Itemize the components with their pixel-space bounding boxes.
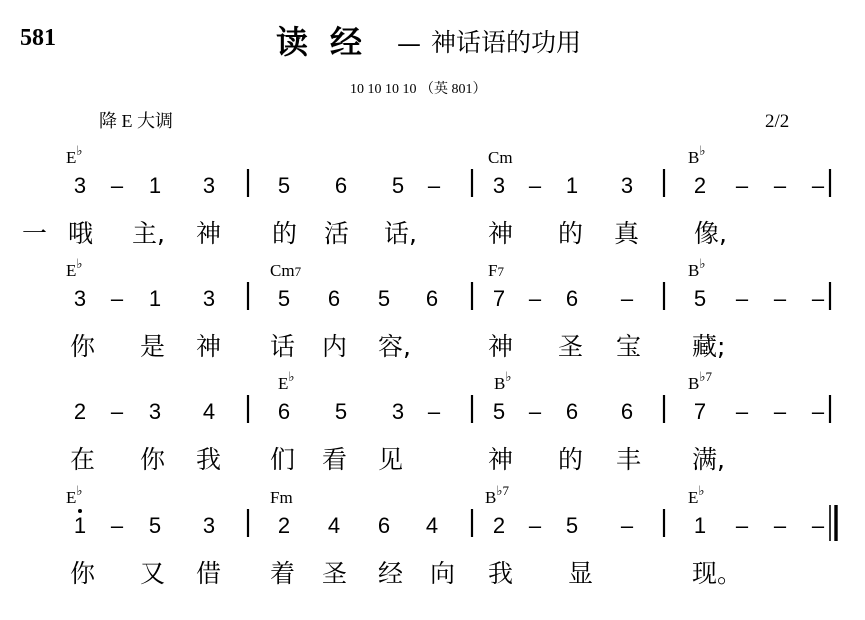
- meter-line: 10 10 10 10 （英 801）: [350, 82, 487, 97]
- note: 5: [334, 399, 348, 424]
- note: 6: [565, 399, 579, 424]
- chord-symbol: E♭: [688, 483, 705, 507]
- sustain-dash: –: [110, 513, 124, 538]
- sustain-dash: –: [735, 286, 749, 311]
- lyric-syllable: 神: [488, 332, 514, 361]
- lyric-syllable: 借: [196, 559, 222, 588]
- sustain-dash: –: [735, 399, 749, 424]
- chord-symbol: $B^{♭7}$: [688, 369, 712, 393]
- lyric-syllable: 满,: [692, 445, 725, 474]
- lyric-syllable: 像,: [694, 219, 727, 248]
- note: 5: [492, 399, 506, 424]
- note: 2: [277, 513, 291, 538]
- lyric-syllable: 丰: [616, 445, 642, 474]
- note: 5: [377, 286, 391, 311]
- lyric-syllable: 一: [22, 219, 48, 248]
- note: 6: [425, 286, 439, 311]
- sustain-dash: –: [528, 513, 542, 538]
- lyric-syllable: 向: [430, 559, 456, 588]
- sustain-dash: –: [811, 399, 825, 424]
- sustain-dash: –: [811, 286, 825, 311]
- lyric-syllable: 神: [196, 219, 222, 248]
- note: 2: [73, 399, 87, 424]
- note: 5: [277, 286, 291, 311]
- lyric-syllable: 们: [270, 445, 296, 474]
- note: 3: [73, 173, 87, 198]
- note: 4: [202, 399, 216, 424]
- sustain-dash: –: [110, 399, 124, 424]
- chord-symbol: E♭: [66, 256, 83, 280]
- note: 6: [620, 399, 634, 424]
- sustain-dash: –: [735, 513, 749, 538]
- title-dash: —: [397, 30, 421, 58]
- lyric-syllable: 圣: [558, 332, 584, 361]
- sustain-dash: –: [773, 513, 787, 538]
- lyric-syllable: 是: [140, 332, 166, 361]
- sustain-dash: –: [427, 399, 441, 424]
- lyric-syllable: 你: [70, 332, 96, 361]
- note: 3: [202, 173, 216, 198]
- note: 3: [148, 399, 162, 424]
- note: 1: [73, 513, 87, 538]
- hymn-title: 读经: [276, 23, 385, 61]
- sustain-dash: –: [773, 173, 787, 198]
- note: 5: [277, 173, 291, 198]
- lyric-syllable: 神: [488, 445, 514, 474]
- note: 6: [327, 286, 341, 311]
- chord-symbol: Cm: [488, 148, 513, 167]
- note: 3: [620, 173, 634, 198]
- lyric-syllable: 着: [270, 559, 296, 588]
- note: 3: [202, 513, 216, 538]
- chord-symbol: E♭: [66, 143, 83, 167]
- lyric-syllable: 你: [140, 445, 166, 474]
- lyric-syllable: 见: [378, 445, 404, 474]
- sustain-dash: –: [528, 399, 542, 424]
- key-signature: 降 E 大调: [99, 111, 173, 131]
- lyric-syllable: 我: [196, 445, 222, 474]
- time-signature: 2/2: [765, 111, 790, 132]
- chord-symbol: F7: [488, 261, 504, 280]
- lyric-syllable: 哦: [68, 219, 94, 248]
- lyric-syllable: 真: [614, 219, 640, 248]
- note: 4: [327, 513, 341, 538]
- octave-dot: [78, 509, 82, 513]
- note: 2: [693, 173, 707, 198]
- sustain-dash: –: [811, 513, 825, 538]
- lyric-syllable: 显: [568, 559, 594, 588]
- lyric-syllable: 的: [558, 445, 584, 474]
- note: 1: [148, 173, 162, 198]
- note: 6: [277, 399, 291, 424]
- sustain-dash: –: [528, 286, 542, 311]
- note: 5: [693, 286, 707, 311]
- note: 4: [425, 513, 439, 538]
- note: 5: [391, 173, 405, 198]
- sustain-dash: –: [110, 286, 124, 311]
- sustain-dash: –: [735, 173, 749, 198]
- chord-symbol: B♭: [494, 369, 512, 393]
- note: 3: [391, 399, 405, 424]
- chord-symbol: Cm7: [270, 261, 302, 280]
- chord-symbol: B♭: [688, 143, 706, 167]
- note: 3: [73, 286, 87, 311]
- note: 3: [492, 173, 506, 198]
- note: 6: [565, 286, 579, 311]
- hymn-subtitle: 神话语的功用: [431, 28, 582, 57]
- chord-symbol: $B^{♭7}$: [485, 483, 509, 507]
- sustain-dash: –: [773, 286, 787, 311]
- note: 1: [148, 286, 162, 311]
- lyric-syllable: 圣: [322, 559, 348, 588]
- lyric-syllable: 我: [488, 559, 514, 588]
- lyric-syllable: 又: [140, 559, 166, 588]
- lyric-syllable: 的: [272, 219, 298, 248]
- chord-symbol: B♭: [688, 256, 706, 280]
- note: 6: [377, 513, 391, 538]
- note: 6: [334, 173, 348, 198]
- lyric-syllable: 经: [378, 559, 404, 588]
- chord-symbol: Fm: [270, 488, 293, 507]
- sustain-dash: –: [811, 173, 825, 198]
- sustain-dash: –: [620, 513, 634, 538]
- lyric-syllable: 在: [70, 445, 96, 474]
- note: 7: [492, 286, 506, 311]
- lyric-syllable: 话,: [384, 219, 417, 248]
- lyric-syllable: 内: [322, 332, 348, 361]
- note: 1: [693, 513, 707, 538]
- note: 3: [202, 286, 216, 311]
- hymn-number: 581: [20, 25, 56, 51]
- note: 1: [565, 173, 579, 198]
- sustain-dash: –: [773, 399, 787, 424]
- sustain-dash: –: [528, 173, 542, 198]
- note: 5: [148, 513, 162, 538]
- sustain-dash: –: [620, 286, 634, 311]
- note: 7: [693, 399, 707, 424]
- sustain-dash: –: [110, 173, 124, 198]
- lyric-syllable: 藏;: [692, 332, 726, 361]
- lyric-syllable: 你: [70, 559, 96, 588]
- lyric-syllable: 看: [322, 445, 348, 474]
- note: 5: [565, 513, 579, 538]
- chord-symbol: E♭: [66, 483, 83, 507]
- lyric-syllable: 容,: [378, 332, 411, 361]
- chord-symbol: E♭: [278, 369, 295, 393]
- sustain-dash: –: [427, 173, 441, 198]
- lyric-syllable: 的: [558, 219, 584, 248]
- lyric-syllable: 话: [270, 332, 296, 361]
- lyric-syllable: 主,: [132, 219, 165, 248]
- lyric-syllable: 神: [196, 332, 222, 361]
- lyric-syllable: 活: [324, 219, 350, 248]
- lyric-syllable: 神: [488, 219, 514, 248]
- lyric-syllable: 宝: [616, 332, 642, 361]
- note: 2: [492, 513, 506, 538]
- lyric-syllable: 现。: [692, 559, 743, 588]
